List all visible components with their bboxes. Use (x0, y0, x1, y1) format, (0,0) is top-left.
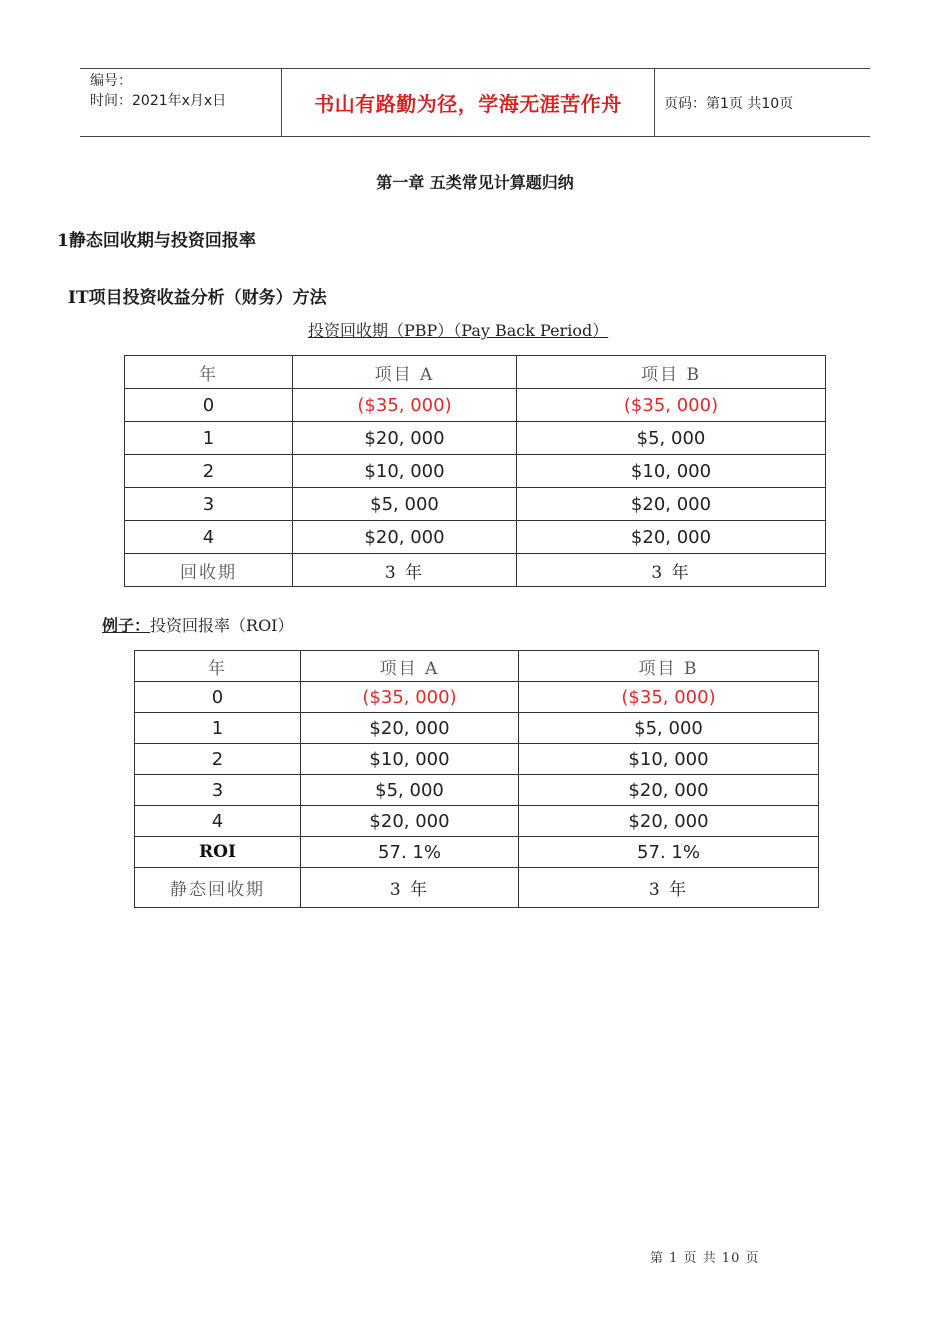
table-row (135, 775, 819, 806)
table-row (135, 744, 819, 775)
payback-label-cell: 回收期 (125, 554, 293, 587)
payback-a-cell: 3 年 (301, 868, 519, 908)
year-cell: 2 (135, 744, 301, 775)
roi-label-cell: ROI (135, 837, 301, 868)
project-a-cell: $10, 000 (301, 744, 519, 775)
payback-label-cell: 静态回收期 (135, 868, 301, 908)
payback-b-cell: 3 年 (519, 868, 819, 908)
project-a-cell: $20, 000 (301, 806, 519, 837)
roi-row (135, 837, 819, 868)
project-b-cell: $20, 000 (519, 806, 819, 837)
table-row (125, 455, 826, 488)
payback-table (124, 355, 826, 587)
table-row (135, 682, 819, 713)
number-label: 编号： (90, 73, 132, 89)
project-a-cell: $20, 000 (301, 713, 519, 744)
example-caption (102, 613, 294, 636)
project-a-cell: $5, 000 (293, 488, 517, 521)
year-cell: 1 (135, 713, 301, 744)
header-cell-project-a: 项目 A (293, 356, 517, 389)
project-a-cell: $10, 000 (293, 455, 517, 488)
project-b-cell: $10, 000 (517, 455, 826, 488)
table-header-row (135, 651, 819, 682)
header-cell-project-b: 项目 B (519, 651, 819, 682)
year-cell: 3 (125, 488, 293, 521)
project-b-cell: $5, 000 (519, 713, 819, 744)
table-row (125, 521, 826, 554)
header-divider-right (654, 68, 655, 136)
chapter-title: 第一章 五类常见计算题归纳 (376, 173, 574, 192)
year-cell: 1 (125, 422, 293, 455)
header-cell-year: 年 (135, 651, 301, 682)
project-b-cell: ($35, 000) (519, 682, 819, 713)
table-row (125, 422, 826, 455)
project-a-cell: $20, 000 (293, 521, 517, 554)
header-cell-project-a: 项目 A (301, 651, 519, 682)
project-a-cell: $20, 000 (293, 422, 517, 455)
payback-row (125, 554, 826, 587)
project-b-cell: $5, 000 (517, 422, 826, 455)
header-meta (90, 71, 226, 111)
roi-table (134, 650, 819, 908)
header-page-info: 页码：第1页 共10页 (664, 96, 794, 112)
payback-row (135, 868, 819, 908)
project-a-cell: ($35, 000) (301, 682, 519, 713)
time-label: 时间：2021年x月x日 (90, 93, 227, 109)
table-row (125, 488, 826, 521)
example-text: 投资回报率（ROI） (150, 616, 294, 635)
subsection-title: IT项目投资收益分析（财务）方法 (68, 288, 327, 308)
header-bottom-rule (80, 136, 870, 137)
page-footer: 第 1 页 共 10 页 (650, 1251, 760, 1266)
header-cell-year: 年 (125, 356, 293, 389)
project-a-cell: ($35, 000) (293, 389, 517, 422)
table-row (125, 389, 826, 422)
table-row (135, 713, 819, 744)
year-cell: 3 (135, 775, 301, 806)
year-cell: 0 (135, 682, 301, 713)
roi-a-cell: 57. 1% (301, 837, 519, 868)
project-b-cell: $20, 000 (517, 488, 826, 521)
project-a-cell: $5, 000 (301, 775, 519, 806)
project-b-cell: $10, 000 (519, 744, 819, 775)
payback-a-cell: 3 年 (293, 554, 517, 587)
payback-b-cell: 3 年 (517, 554, 826, 587)
table1-caption: 投资回收期（PBP）（Pay Back Period） (308, 321, 609, 340)
example-label: 例子： (102, 616, 151, 635)
header-top-rule (80, 68, 870, 69)
year-cell: 4 (135, 806, 301, 837)
project-b-cell: ($35, 000) (517, 389, 826, 422)
project-b-cell: $20, 000 (517, 521, 826, 554)
header-cell-project-b: 项目 B (517, 356, 826, 389)
year-cell: 4 (125, 521, 293, 554)
table-header-row (125, 356, 826, 389)
year-cell: 2 (125, 455, 293, 488)
table-row (135, 806, 819, 837)
roi-b-cell: 57. 1% (519, 837, 819, 868)
project-b-cell: $20, 000 (519, 775, 819, 806)
section-title: 1静态回收期与投资回报率 (57, 231, 256, 251)
header-motto: 书山有路勤为径，学海无涯苦作舟 (314, 92, 622, 116)
year-cell: 0 (125, 389, 293, 422)
